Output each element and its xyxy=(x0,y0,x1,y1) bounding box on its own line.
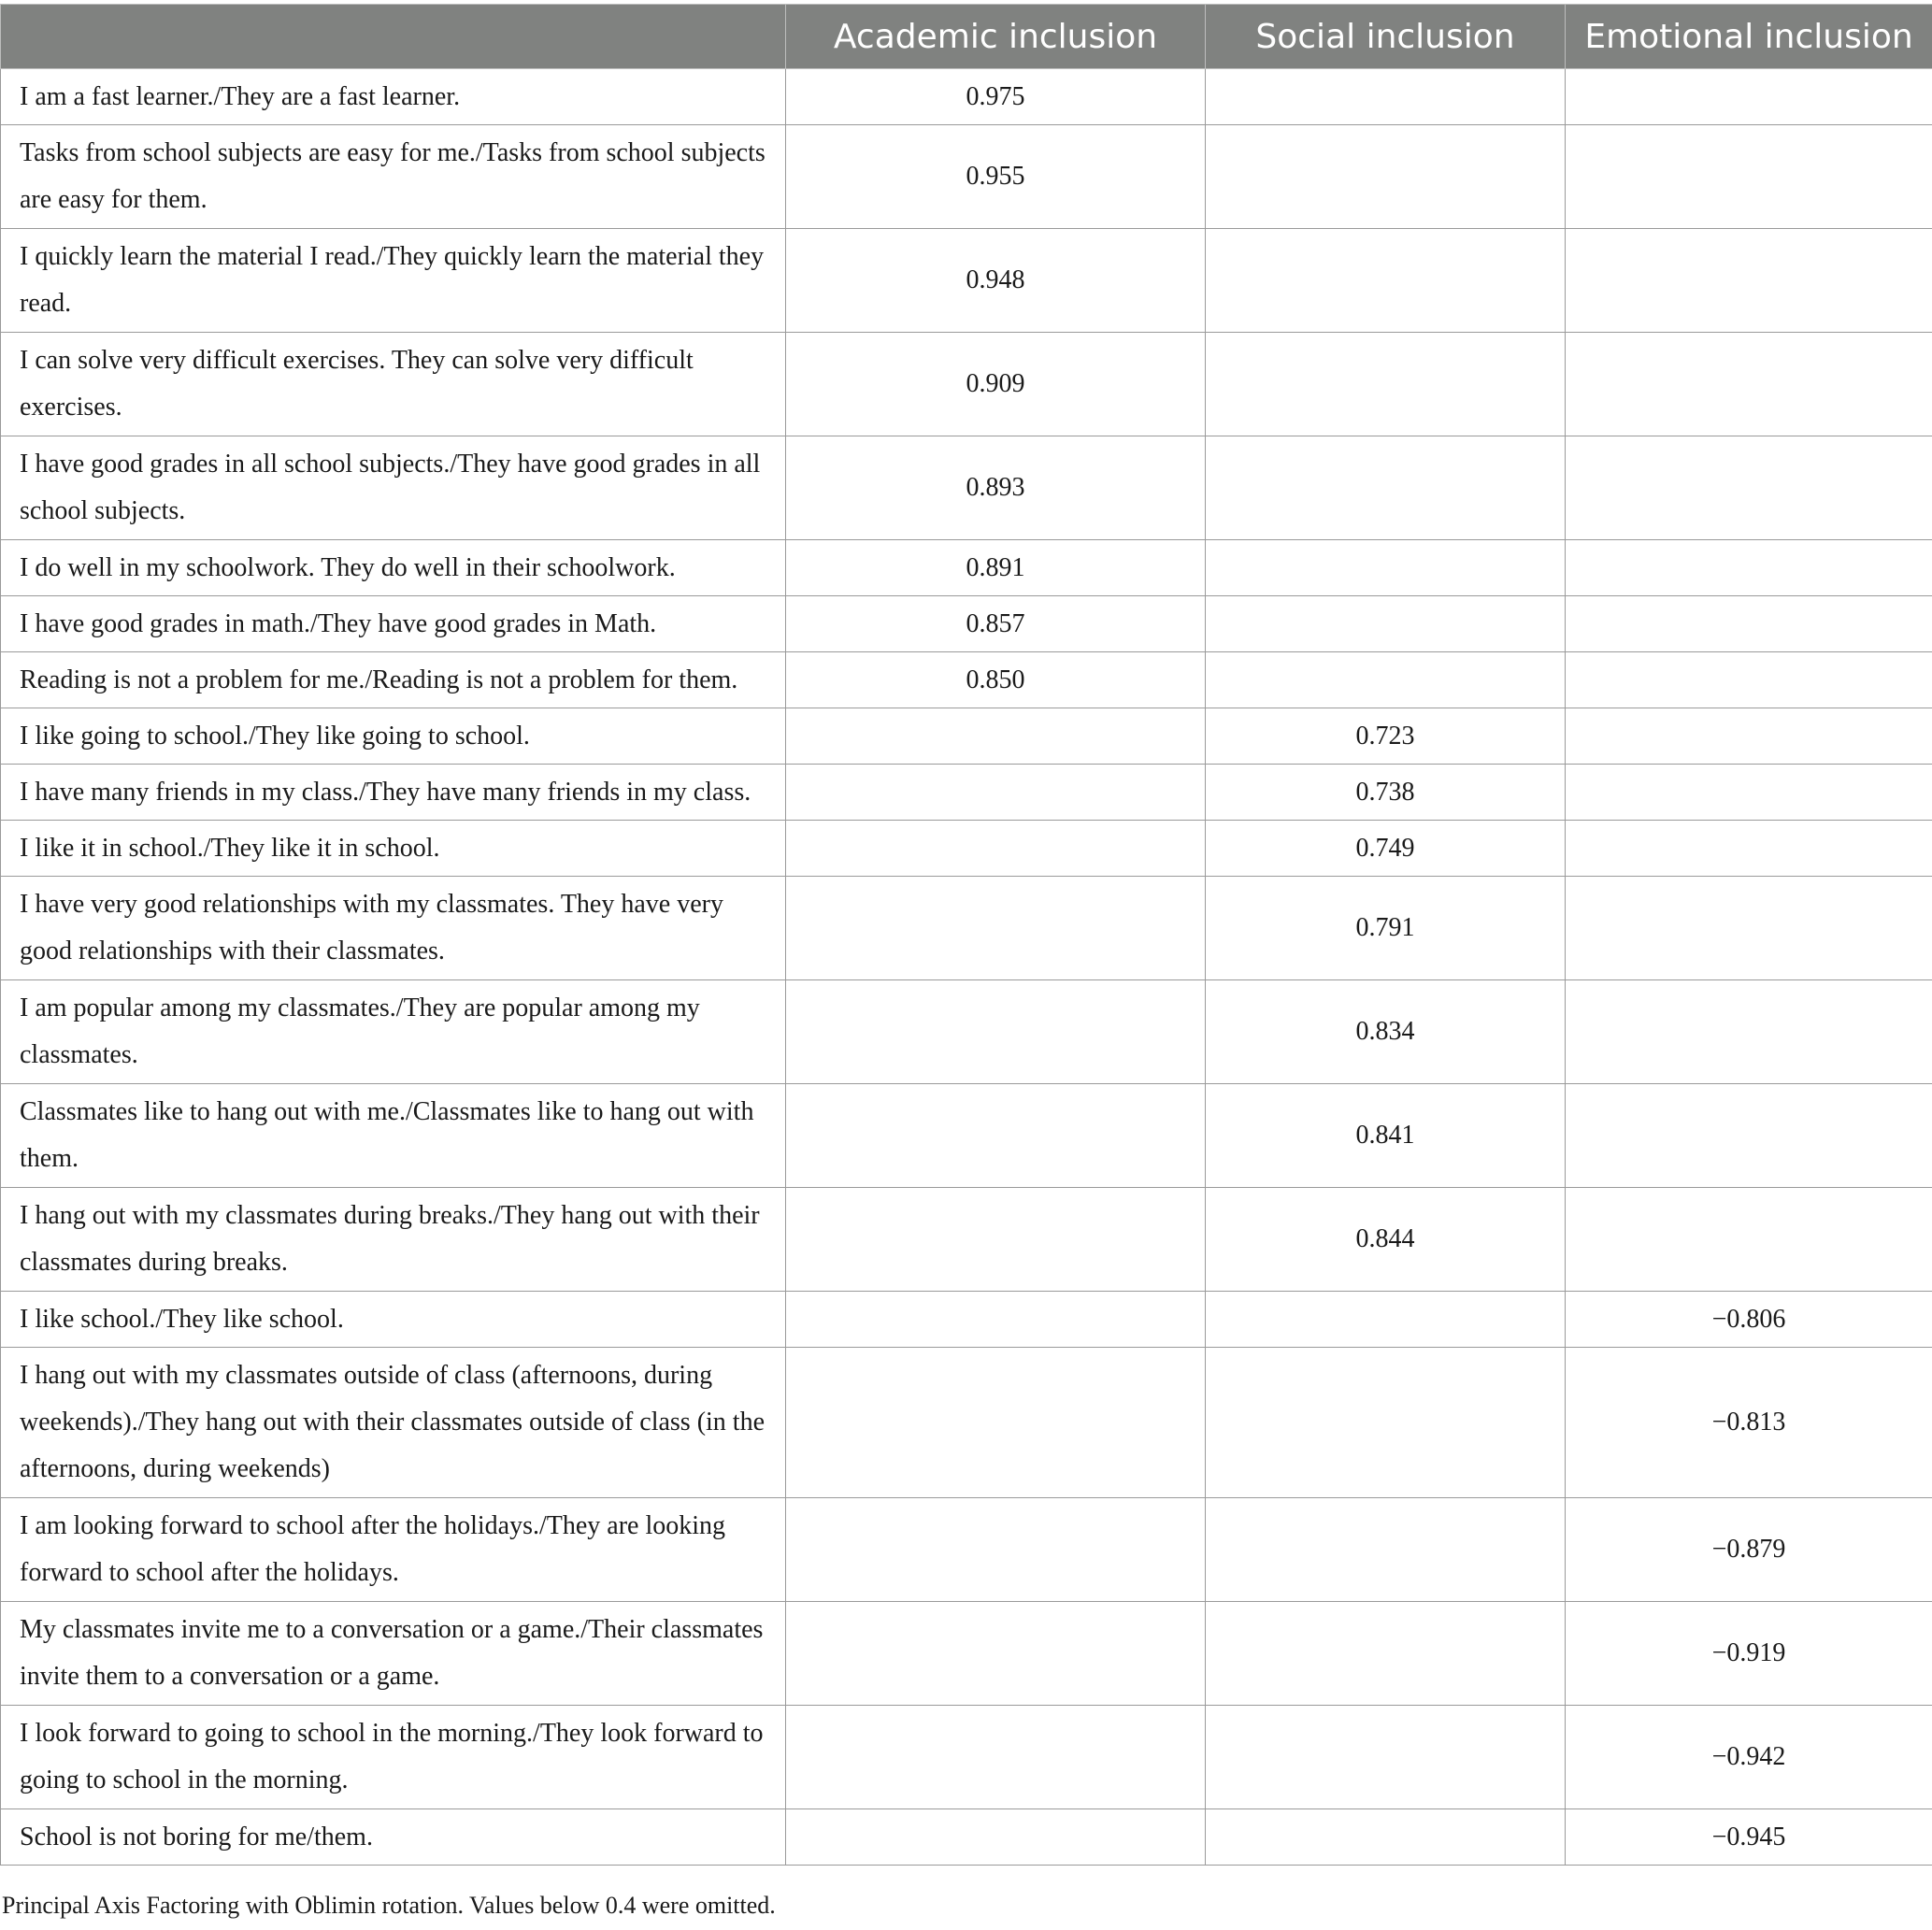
item-cell: I like going to school./They like going to school. xyxy=(1,708,786,765)
header-social-inclusion: Social inclusion xyxy=(1206,5,1566,69)
header-academic-inclusion: Academic inclusion xyxy=(786,5,1206,69)
table-row xyxy=(1,1498,1932,1602)
item-cell: I look forward to going to school in the morning./They look forward to going to school in the morning. xyxy=(1,1706,786,1809)
item-cell: I have good grades in all school subjects./They have good grades in all school subjects. xyxy=(1,436,786,540)
academic-loading-cell xyxy=(786,1292,1206,1348)
academic-loading-cell xyxy=(786,1498,1206,1602)
social-loading-cell: 0.844 xyxy=(1206,1188,1566,1292)
academic-loading-cell: 0.975 xyxy=(786,69,1206,125)
academic-loading-cell xyxy=(786,821,1206,877)
table-row xyxy=(1,652,1932,708)
social-loading-cell: 0.791 xyxy=(1206,877,1566,980)
academic-loading-cell xyxy=(786,1348,1206,1498)
academic-loading-cell: 0.891 xyxy=(786,540,1206,596)
emotional-loading-cell xyxy=(1566,765,1932,821)
social-loading-cell: 0.738 xyxy=(1206,765,1566,821)
social-loading-cell: 0.834 xyxy=(1206,980,1566,1084)
item-cell: Classmates like to hang out with me./Classmates like to hang out with them. xyxy=(1,1084,786,1188)
table-row xyxy=(1,1602,1932,1706)
table-row xyxy=(1,596,1932,652)
table-footnote: Principal Axis Factoring with Oblimin rotation. Values below 0.4 were omitted. xyxy=(2,1892,776,1919)
header-emotional-inclusion: Emotional inclusion xyxy=(1566,5,1932,69)
table-row xyxy=(1,69,1932,125)
social-loading-cell xyxy=(1206,1602,1566,1706)
factor-loadings-table xyxy=(0,4,1932,1866)
academic-loading-cell: 0.850 xyxy=(786,652,1206,708)
social-loading-cell xyxy=(1206,436,1566,540)
academic-loading-cell xyxy=(786,1602,1206,1706)
academic-loading-cell xyxy=(786,877,1206,980)
table-row xyxy=(1,980,1932,1084)
table-row xyxy=(1,1292,1932,1348)
table-body xyxy=(1,69,1932,1866)
item-cell: I am a fast learner./They are a fast learner. xyxy=(1,69,786,125)
emotional-loading-cell xyxy=(1566,708,1932,765)
table-row xyxy=(1,436,1932,540)
item-cell: I quickly learn the material I read./They quickly learn the material they read. xyxy=(1,229,786,333)
emotional-loading-cell xyxy=(1566,652,1932,708)
item-cell: I do well in my schoolwork. They do well in their schoolwork. xyxy=(1,540,786,596)
social-loading-cell xyxy=(1206,1498,1566,1602)
social-loading-cell: 0.841 xyxy=(1206,1084,1566,1188)
academic-loading-cell: 0.948 xyxy=(786,229,1206,333)
social-loading-cell xyxy=(1206,1809,1566,1866)
social-loading-cell xyxy=(1206,652,1566,708)
table-row xyxy=(1,540,1932,596)
social-loading-cell xyxy=(1206,1706,1566,1809)
emotional-loading-cell: −0.879 xyxy=(1566,1498,1932,1602)
table-row xyxy=(1,125,1932,229)
item-cell: I like it in school./They like it in school. xyxy=(1,821,786,877)
academic-loading-cell xyxy=(786,708,1206,765)
emotional-loading-cell xyxy=(1566,1188,1932,1292)
item-cell: I hang out with my classmates during breaks./They hang out with their classmates during breaks. xyxy=(1,1188,786,1292)
table-row xyxy=(1,708,1932,765)
emotional-loading-cell xyxy=(1566,877,1932,980)
emotional-loading-cell xyxy=(1566,125,1932,229)
item-cell: I have good grades in math./They have good grades in Math. xyxy=(1,596,786,652)
social-loading-cell xyxy=(1206,229,1566,333)
item-cell: I have very good relationships with my classmates. They have very good relationships with their classmates. xyxy=(1,877,786,980)
table-row xyxy=(1,821,1932,877)
social-loading-cell xyxy=(1206,1348,1566,1498)
item-cell: I hang out with my classmates outside of class (afternoons, during weekends)./They hang out with their classmates outside of class (in the afternoons, during weekends) xyxy=(1,1348,786,1498)
academic-loading-cell xyxy=(786,1809,1206,1866)
emotional-loading-cell xyxy=(1566,596,1932,652)
table-row xyxy=(1,1188,1932,1292)
table-row xyxy=(1,765,1932,821)
social-loading-cell xyxy=(1206,69,1566,125)
academic-loading-cell xyxy=(786,1188,1206,1292)
table-header-row xyxy=(1,5,1932,69)
emotional-loading-cell xyxy=(1566,540,1932,596)
emotional-loading-cell: −0.813 xyxy=(1566,1348,1932,1498)
table-row xyxy=(1,877,1932,980)
table-row xyxy=(1,333,1932,436)
header-item-column xyxy=(1,5,786,69)
academic-loading-cell xyxy=(786,1084,1206,1188)
emotional-loading-cell: −0.806 xyxy=(1566,1292,1932,1348)
item-cell: School is not boring for me/them. xyxy=(1,1809,786,1866)
emotional-loading-cell xyxy=(1566,229,1932,333)
academic-loading-cell: 0.909 xyxy=(786,333,1206,436)
academic-loading-cell: 0.955 xyxy=(786,125,1206,229)
social-loading-cell xyxy=(1206,125,1566,229)
social-loading-cell xyxy=(1206,1292,1566,1348)
item-cell: I can solve very difficult exercises. They can solve very difficult exercises. xyxy=(1,333,786,436)
emotional-loading-cell xyxy=(1566,69,1932,125)
emotional-loading-cell: −0.945 xyxy=(1566,1809,1932,1866)
academic-loading-cell xyxy=(786,1706,1206,1809)
item-cell: Reading is not a problem for me./Reading is not a problem for them. xyxy=(1,652,786,708)
social-loading-cell xyxy=(1206,333,1566,436)
item-cell: I like school./They like school. xyxy=(1,1292,786,1348)
table-row xyxy=(1,1706,1932,1809)
item-cell: I am looking forward to school after the holidays./They are looking forward to school after the holidays. xyxy=(1,1498,786,1602)
academic-loading-cell xyxy=(786,765,1206,821)
emotional-loading-cell: −0.919 xyxy=(1566,1602,1932,1706)
table-row xyxy=(1,1348,1932,1498)
emotional-loading-cell xyxy=(1566,436,1932,540)
emotional-loading-cell: −0.942 xyxy=(1566,1706,1932,1809)
social-loading-cell xyxy=(1206,596,1566,652)
table-row xyxy=(1,229,1932,333)
emotional-loading-cell xyxy=(1566,333,1932,436)
table-row xyxy=(1,1084,1932,1188)
item-cell: I am popular among my classmates./They are popular among my classmates. xyxy=(1,980,786,1084)
factor-loadings-table-container xyxy=(0,4,1932,1866)
emotional-loading-cell xyxy=(1566,980,1932,1084)
social-loading-cell: 0.723 xyxy=(1206,708,1566,765)
emotional-loading-cell xyxy=(1566,1084,1932,1188)
academic-loading-cell xyxy=(786,980,1206,1084)
table-row xyxy=(1,1809,1932,1866)
emotional-loading-cell xyxy=(1566,821,1932,877)
social-loading-cell: 0.749 xyxy=(1206,821,1566,877)
social-loading-cell xyxy=(1206,540,1566,596)
academic-loading-cell: 0.893 xyxy=(786,436,1206,540)
academic-loading-cell: 0.857 xyxy=(786,596,1206,652)
item-cell: Tasks from school subjects are easy for me./Tasks from school subjects are easy for them. xyxy=(1,125,786,229)
item-cell: My classmates invite me to a conversation or a game./Their classmates invite them to a conversation or a game. xyxy=(1,1602,786,1706)
item-cell: I have many friends in my class./They have many friends in my class. xyxy=(1,765,786,821)
